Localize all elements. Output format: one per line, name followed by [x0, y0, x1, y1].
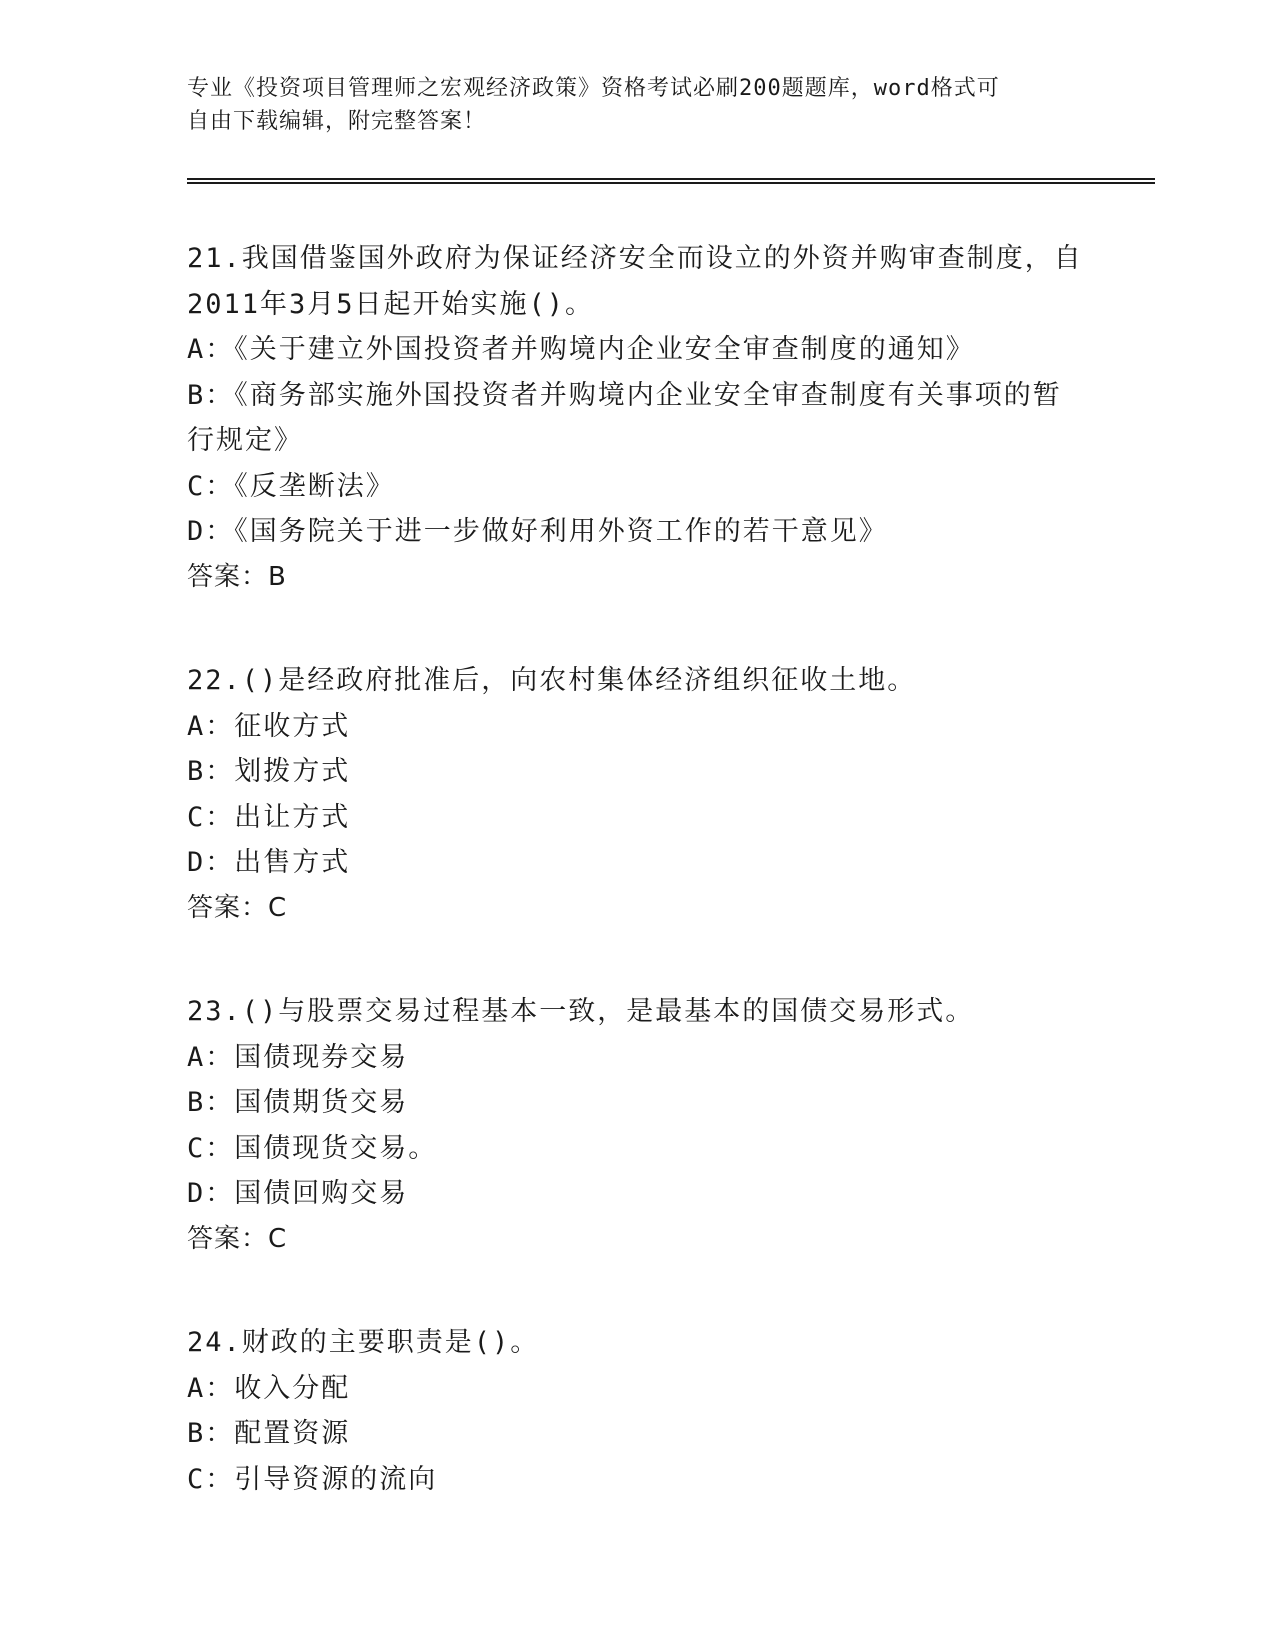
question-text-line: 21.我国借鉴国外政府为保证经济安全而设立的外资并购审查制度，自: [187, 243, 1083, 274]
header-line-2: 自由下载编辑，附完整答案！: [187, 109, 487, 134]
option-c: C：《反垄断法》: [187, 470, 395, 502]
option-b: B：配置资源: [187, 1418, 351, 1449]
question-24: [187, 1320, 1087, 1502]
question-text-line: 23.()与股票交易过程基本一致，是最基本的国债交易形式。: [187, 996, 975, 1027]
option-c: C：国债现货交易。: [187, 1132, 438, 1164]
option-c: C：出让方式: [187, 801, 351, 833]
question-22: [187, 658, 1087, 931]
option-a: A：国债现券交易: [187, 1041, 409, 1073]
header-line-1: 专业《投资项目管理师之宏观经济政策》资格考试必刷200题题库，word格式可: [187, 76, 1000, 101]
question-text-line: 24.财政的主要职责是()。: [187, 1327, 540, 1358]
option-b: B：国债期货交易: [187, 1087, 409, 1118]
option-a: A：征收方式: [187, 710, 351, 742]
answer: 答案：B: [187, 561, 287, 592]
option-a: A：《关于建立外国投资者并购境内企业安全审查制度的通知》: [187, 334, 975, 365]
option-d: D：出售方式: [187, 847, 351, 878]
answer: 答案：C: [187, 1223, 288, 1254]
question-text-line: 22.()是经政府批准后，向农村集体经济组织征收土地。: [187, 665, 917, 696]
option-d: D：国债回购交易: [187, 1178, 409, 1209]
option-b: B：划拨方式: [187, 756, 351, 787]
option-a: A：收入分配: [187, 1372, 351, 1404]
header-divider: [187, 178, 1155, 184]
question-21: [187, 236, 1087, 600]
option-c: C：引导资源的流向: [187, 1463, 438, 1495]
option-b: B：《商务部实施外国投资者并购境内企业安全审查制度有关事项的暂: [187, 379, 1062, 411]
question-list: [187, 236, 1087, 1560]
answer: 答案：C: [187, 892, 288, 923]
option-d: D：《国务院关于进一步做好利用外资工作的若干意见》: [187, 516, 888, 547]
question-23: [187, 989, 1087, 1262]
question-text-line: 2011年3月5日起开始实施()。: [187, 288, 595, 320]
option-b-continued: 行规定》: [187, 425, 303, 456]
document-header: [187, 72, 1087, 138]
